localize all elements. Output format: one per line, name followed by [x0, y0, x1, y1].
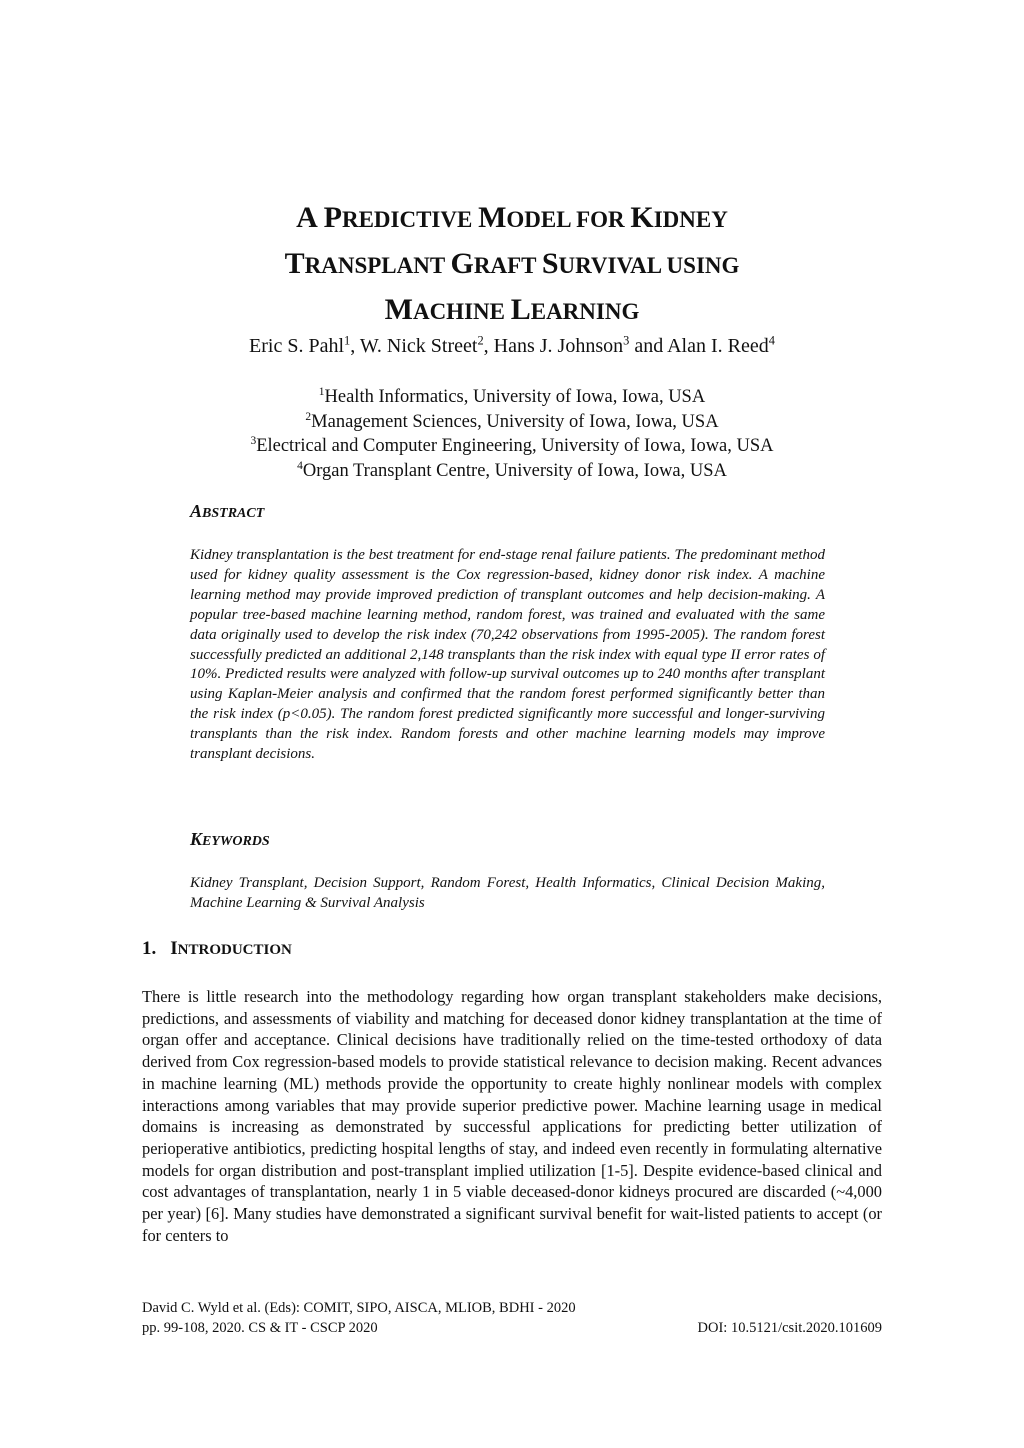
author-affiliation-mark: 4	[768, 333, 775, 348]
affiliation-text: Health Informatics, University of Iowa, Iowa, USA	[324, 387, 706, 407]
title-part: T	[284, 247, 305, 280]
heading-part: A	[190, 501, 203, 521]
keywords-heading	[190, 829, 270, 850]
affiliation-item	[0, 459, 1024, 484]
title-part: RANSPLANT	[304, 253, 451, 278]
author-name: Hans J. Johnson	[493, 335, 624, 357]
footer-proceedings: David C. Wyld et al. (Eds): COMIT, SIPO, AISCA, MLIOB, BDHI - 2020	[142, 1300, 576, 1316]
heading-part: BSTRACT	[202, 506, 265, 521]
introduction-body: There is little research into the methodology regarding how organ transplant stakeholders make decisions, predictions, and assessments of viability and matching for deceased donor kidney transplantation at the time of organ offer and acceptance. Clinical decisions have traditionally relied on the time-tested orthodoxy of data derived from Cox regression-based models to provide statistical relevance to decision making. Recent advances in machine learning (ML) methods provide the opportunity to create highly nonlinear models with complex interactions among variables that may provide superior predictive power. Machine learning usage in medical domains is increasing as demonstrated by successful applications for predicting better utilization of perioperative antibiotics, predicting hospital lengths of stay, and indeed even recently in formulating alternative models for organ distribution and post-transplant implied utilization [1-5]. Despite evidence-based clinical and cost advantages of transplantation, nearly 1 in 5 viable deceased-donor kidneys procured are discarded (~4,000 per year) [6]. Many studies have demonstrated a significant survival benefit for wait-listed patients to accept (or for centers to	[142, 987, 882, 1245]
author-affiliation-mark: 2	[477, 333, 484, 348]
title-part: S	[541, 247, 559, 280]
affiliation-text: Organ Transplant Centre, University of Iowa, Iowa, USA	[302, 460, 727, 481]
affiliation-item	[0, 410, 1024, 435]
footer-row	[142, 1318, 882, 1338]
author-affiliation-mark: 1	[344, 333, 351, 348]
title-line-3	[0, 288, 1024, 334]
section-number: 1.	[142, 938, 157, 959]
affiliation-item	[0, 434, 1024, 459]
title-part: M	[478, 201, 507, 234]
heading-part: K	[190, 829, 203, 849]
footer-doi: DOI: 10.5121/csit.2020.101609	[697, 1320, 882, 1336]
author-separator: ,	[350, 335, 360, 357]
title-part: P	[323, 201, 342, 234]
heading-part: EYWORDS	[202, 834, 270, 849]
paper-title	[0, 196, 1024, 334]
title-part: L	[510, 293, 531, 326]
title-line-1	[0, 196, 1024, 242]
author-separator: and	[629, 335, 668, 357]
page-footer	[142, 1298, 882, 1338]
title-part: EARNING	[530, 299, 640, 324]
title-part: ACHINE	[412, 299, 511, 324]
author-name: W. Nick Street	[359, 335, 478, 357]
keywords-body: Kidney Transplant, Decision Support, Random Forest, Health Informatics, Clinical Decision Making, Machine Learning & Survival Analysis	[190, 875, 825, 911]
author-affiliation-mark: 3	[623, 333, 630, 348]
heading-part: NTRODUCTION	[177, 942, 292, 958]
affiliation-mark: 1	[318, 385, 325, 398]
title-part: RAFT	[473, 253, 542, 278]
affiliation-text: Management Sciences, University of Iowa, Iowa, USA	[311, 411, 719, 432]
heading-part: I	[170, 938, 178, 959]
footer-pages: pp. 99-108, 2020. CS & IT - CSCP 2020	[142, 1320, 378, 1336]
affiliation-mark: 4	[297, 459, 303, 472]
title-part: G	[450, 247, 474, 280]
title-part: A	[296, 201, 324, 234]
affiliation-list	[0, 385, 1024, 483]
title-part: K	[630, 201, 654, 234]
author-separator: ,	[483, 335, 494, 357]
affiliation-item	[0, 385, 1024, 410]
title-part: IDNEY	[653, 207, 728, 232]
title-part: REDICTIVE	[341, 207, 479, 232]
affiliation-mark: 2	[305, 410, 312, 423]
title-part: ODEL FOR	[506, 207, 631, 232]
affiliation-mark: 3	[250, 434, 257, 447]
abstract-body: Kidney transplantation is the best treatment for end-stage renal failure patients. The predominant method used for kidney quality assessment is the Cox regression-based, kidney donor risk index. A machine learning method may provide improved prediction of transplant outcomes and help decision-making. A popular tree-based machine learning method, random forest, was trained and evaluated with the same data originally used to develop the risk index (70,242 observations from 1995-2005). The random forest successfully predicted an additional 2,148 transplants than the risk index with equal type II error rates of 10%. Predicted results were analyzed with follow-up survival outcomes up to 240 months after transplant using Kaplan-Meier analysis and confirmed that the random forest performed significantly better than the risk index (p<0.05). The random forest predicted significantly more successful and longer-surviving transplants than the risk index. Random forests and other machine learning models may improve transplant decisions.	[190, 547, 825, 763]
author-name: Eric S. Pahl	[249, 335, 345, 357]
author-list	[0, 335, 1024, 358]
title-line-2	[0, 242, 1024, 288]
introduction-heading	[142, 938, 292, 960]
affiliation-text: Electrical and Computer Engineering, University of Iowa, Iowa, USA	[256, 436, 774, 456]
author-name: Alan I. Reed	[667, 335, 769, 357]
abstract-heading	[190, 501, 264, 522]
title-part: M	[384, 293, 413, 326]
title-part: URVIVAL USING	[558, 253, 740, 278]
